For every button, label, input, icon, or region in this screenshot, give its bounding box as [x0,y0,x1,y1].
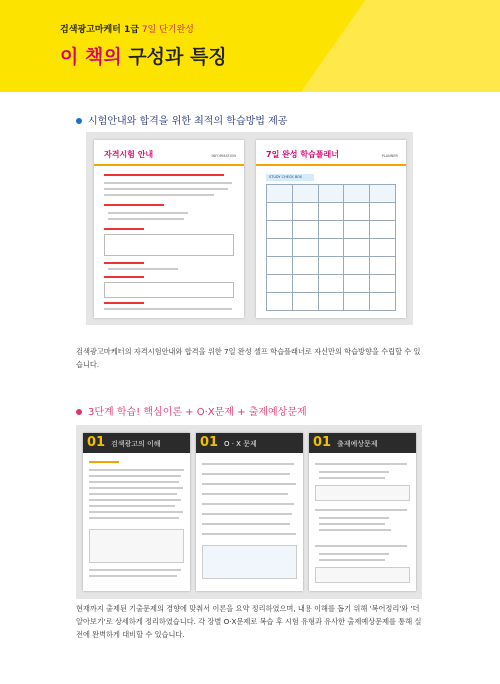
text-line [89,569,181,571]
text-line [104,182,232,184]
text-line [108,218,184,220]
text-line [202,513,292,515]
text-line [202,503,294,505]
text-line [315,463,407,465]
note-box [89,529,184,563]
sheet-number: 01 [200,435,219,450]
text-line [202,523,290,525]
text-line [202,473,290,475]
text-line [89,493,177,495]
text-line [319,517,389,519]
study-check-box-label: STUDY CHECK BOX [266,174,314,181]
text-line [89,487,183,489]
text-line [319,559,385,561]
sheet-title: 검색광고의 이해 [111,440,161,448]
text-line [319,529,391,531]
text-line [104,188,228,190]
sheet-number: 01 [87,435,106,450]
text-line [104,302,144,304]
theory-sheet-preview [83,433,190,591]
exam-sheet-preview [309,433,416,591]
text-line [202,483,296,485]
section1-heading [76,112,287,127]
text-line [319,553,389,555]
header-banner [0,0,500,92]
section1-heading-text: 시험안내와 합격을 위한 최적의 학습방법 제공 [88,116,288,127]
text-line [89,461,119,463]
section1-caption: 검색광고마케터의 자격시험안내와 합격을 위한 7일 완성 셀프 학습플래너로 자신만의 학습방향을 수립할 수 있습니다. [76,347,421,369]
text-line [315,545,407,547]
bullet-icon [76,118,82,124]
doc-table [104,282,234,298]
text-line [319,477,385,479]
book-title-main: 검색광고마케터 1급 [60,25,139,35]
section2-heading [76,403,307,418]
info-doc-preview [94,140,244,318]
text-line [104,308,232,310]
answer-box [202,545,297,579]
sheet-title: O · X 문제 [224,440,257,448]
book-title-sub: 7일 단기완성 [138,25,194,35]
text-line [315,509,407,511]
doc-table [104,234,234,256]
planner-doc-preview [256,140,406,318]
doc-rule [94,164,244,166]
text-line [89,505,175,507]
text-line [89,481,179,483]
text-line [104,194,214,196]
planner-table [266,184,396,311]
text-line [202,463,294,465]
section2-heading-text: 3단계 학습! 핵심이론 + O·X문제 + 출제예상문제 [88,407,307,418]
book-title [60,22,194,35]
text-line [104,276,144,278]
section1-preview-box [86,132,413,325]
text-line [89,475,181,477]
info-doc-tag: INFORMATION [211,154,236,158]
text-line [108,212,188,214]
explanation-box [315,485,410,501]
planner-doc-tag: PLANNER [381,154,398,158]
text-line [89,499,181,501]
page-title-rest: 구성과 특징 [121,46,227,68]
bullet-icon [76,409,82,415]
text-line [319,471,389,473]
page-title [60,42,227,69]
text-line [104,228,144,230]
text-line [89,517,179,519]
section2-preview-box [76,425,422,599]
text-line [108,268,178,270]
text-line [319,523,385,525]
sheet-number: 01 [313,435,332,450]
text-line [89,511,183,513]
text-line [104,262,144,264]
text-line [202,493,288,495]
explanation-box [315,567,410,583]
doc-rule [256,164,406,166]
text-line [202,533,296,535]
text-line [89,469,184,471]
info-doc-title: 자격시험 안내 [104,150,154,159]
ox-sheet-preview [196,433,303,591]
sheet-title: 출제예상문제 [337,440,378,448]
text-line [104,204,164,206]
section2-caption: 현재까지 출제된 기출문제의 경향에 맞춰서 이론을 요약 정리하였으며, 내용 이해를 돕기 위해 '복어정리'와 '더 알아보기'로 상세하게 정리하였습니다. 각 장별 O·X문제로 복습 후 시험 유형과 유사한 출제예상문제를 통해 실전에 완벽하게 대비할 수 있습니다. [76,604,422,639]
page-title-accent: 이 책의 [60,46,122,68]
planner-doc-title: 7일 완성 학습플래너 [266,150,339,159]
text-line [89,575,177,577]
text-line [104,174,224,176]
